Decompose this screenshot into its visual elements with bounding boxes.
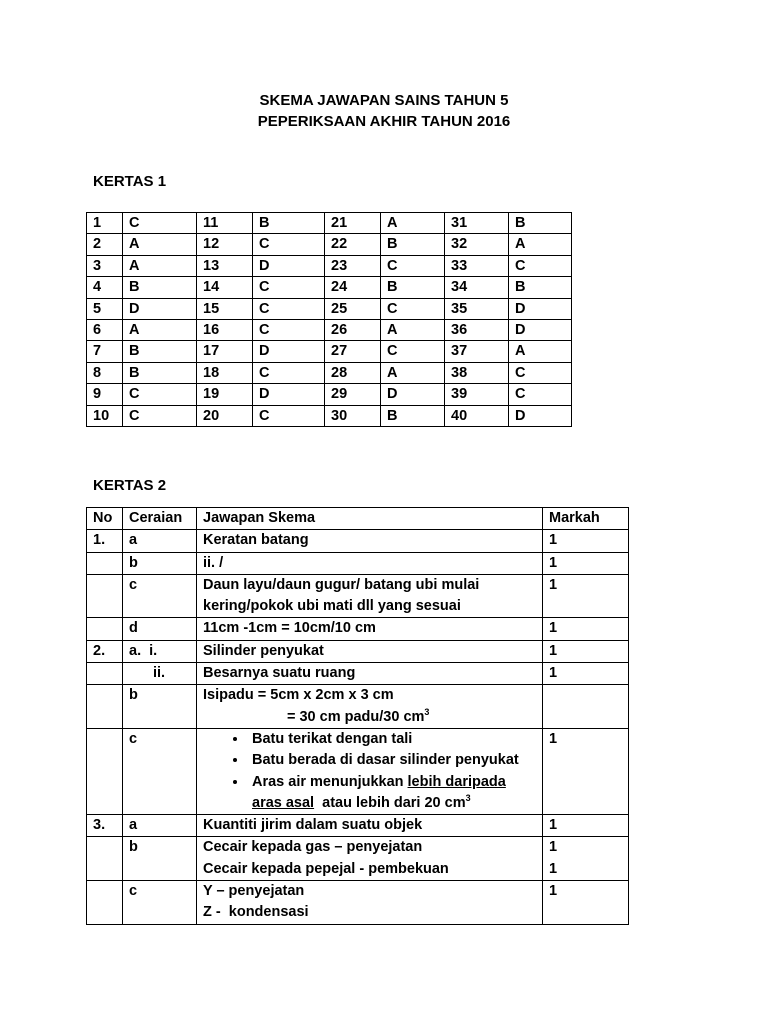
question-number: 37 <box>445 341 509 362</box>
superscript: 3 <box>465 792 471 803</box>
question-number: 2 <box>87 234 123 255</box>
answer-letter: A <box>381 319 445 340</box>
table-row <box>87 663 629 685</box>
answer-letter: B <box>253 213 325 234</box>
answer-letter: C <box>381 298 445 319</box>
question-no <box>87 618 123 640</box>
question-number: 8 <box>87 362 123 383</box>
answer-letter: D <box>253 341 325 362</box>
superscript: 3 <box>424 706 430 717</box>
jawapan-line: Z - kondensasi <box>203 904 309 921</box>
answer-letter: C <box>253 319 325 340</box>
answer-letter: C <box>381 255 445 276</box>
question-number: 23 <box>325 255 381 276</box>
answer-letter: D <box>509 319 572 340</box>
answer-letter: D <box>381 384 445 405</box>
question-number: 5 <box>87 298 123 319</box>
answer-letter: C <box>253 298 325 319</box>
question-no <box>87 663 123 685</box>
table-row <box>87 640 629 662</box>
table-row <box>87 362 572 383</box>
answer-letter: A <box>509 234 572 255</box>
answer-letter: B <box>123 277 197 298</box>
question-number: 4 <box>87 277 123 298</box>
answer-letter: B <box>123 362 197 383</box>
table-row <box>87 405 572 426</box>
jawapan <box>197 728 543 814</box>
question-number: 18 <box>197 362 253 383</box>
jawapan-line: Cecair kepada gas – penyejatan <box>203 839 423 856</box>
question-no <box>87 552 123 574</box>
question-no: 1. <box>87 530 123 552</box>
question-number: 32 <box>445 234 509 255</box>
answer-letter: C <box>123 384 197 405</box>
question-number: 30 <box>325 405 381 426</box>
bullet-text: Aras air menunjukkan <box>252 773 408 790</box>
header-jawapan: Jawapan Skema <box>197 508 543 530</box>
answer-letter: C <box>123 405 197 426</box>
ceraian-a: a. <box>129 642 142 659</box>
table-row <box>87 837 629 881</box>
table-row <box>87 234 572 255</box>
question-number: 3 <box>87 255 123 276</box>
jawapan-line: Daun layu/daun gugur/ batang ubi mulai <box>203 576 480 593</box>
ceraian: b <box>123 685 197 729</box>
question-number: 24 <box>325 277 381 298</box>
kertas1-answer-table <box>86 212 572 427</box>
answer-letter: A <box>123 319 197 340</box>
table-row <box>87 384 572 405</box>
answer-letter: A <box>381 213 445 234</box>
question-number: 31 <box>445 213 509 234</box>
table-row <box>87 552 629 574</box>
jawapan <box>197 685 543 729</box>
markah: 1 <box>543 530 629 552</box>
header-markah: Markah <box>543 508 629 530</box>
answer-letter: D <box>253 384 325 405</box>
jawapan <box>197 574 543 618</box>
kertas2-heading: KERTAS 2 <box>93 477 167 494</box>
table-row <box>87 213 572 234</box>
question-number: 22 <box>325 234 381 255</box>
ceraian-ii: ii. <box>153 665 166 682</box>
bullet-item: • Batu berada di dasar silinder penyukat <box>248 750 536 771</box>
markah: 1 <box>543 815 629 837</box>
jawapan <box>197 837 543 881</box>
table-row <box>87 255 572 276</box>
answer-letter: C <box>253 234 325 255</box>
answer-letter: C <box>509 362 572 383</box>
header-no: No <box>87 508 123 530</box>
markah <box>543 837 629 881</box>
jawapan: Keratan batang <box>197 530 543 552</box>
answer-letter: C <box>381 341 445 362</box>
jawapan-line: Cecair kepada pepejal - pembekuan <box>203 860 449 877</box>
header-ceraian: Ceraian <box>123 508 197 530</box>
answer-letter: D <box>123 298 197 319</box>
ceraian-i: i. <box>149 642 158 659</box>
answer-letter: C <box>253 405 325 426</box>
markah: 1 <box>543 640 629 662</box>
question-no: 3. <box>87 815 123 837</box>
markah <box>543 685 629 729</box>
answer-letter: B <box>509 213 572 234</box>
question-no <box>87 881 123 925</box>
markah: 1 <box>543 881 629 925</box>
table-row <box>87 341 572 362</box>
jawapan: 11cm -1cm = 10cm/10 cm <box>197 618 543 640</box>
question-number: 11 <box>197 213 253 234</box>
bullet-item <box>248 772 536 815</box>
page-title-line2: PEPERIKSAAN AKHIR TAHUN 2016 <box>257 113 511 130</box>
question-number: 21 <box>325 213 381 234</box>
question-number: 25 <box>325 298 381 319</box>
question-number: 9 <box>87 384 123 405</box>
markah: 1 <box>543 663 629 685</box>
question-number: 19 <box>197 384 253 405</box>
question-number: 35 <box>445 298 509 319</box>
jawapan-line <box>203 707 536 728</box>
answer-letter: D <box>509 405 572 426</box>
question-number: 12 <box>197 234 253 255</box>
answer-letter: A <box>381 362 445 383</box>
kertas2-scheme-table <box>86 507 629 925</box>
ceraian: b <box>123 837 197 881</box>
answer-letter: D <box>253 255 325 276</box>
answer-letter: C <box>253 362 325 383</box>
question-number: 13 <box>197 255 253 276</box>
table-row <box>87 685 629 729</box>
jawapan-line: Isipadu = 5cm x 2cm x 3 cm <box>203 687 394 704</box>
question-no <box>87 685 123 729</box>
question-number: 28 <box>325 362 381 383</box>
bullet-text: atau lebih dari 20 cm <box>314 794 466 811</box>
markah: 1 <box>543 552 629 574</box>
ceraian: c <box>123 728 197 814</box>
markah-line: 1 <box>549 839 558 856</box>
question-number: 1 <box>87 213 123 234</box>
question-number: 29 <box>325 384 381 405</box>
question-number: 15 <box>197 298 253 319</box>
ceraian: b <box>123 552 197 574</box>
ceraian: a <box>123 530 197 552</box>
question-number: 16 <box>197 319 253 340</box>
jawapan <box>197 881 543 925</box>
question-number: 26 <box>325 319 381 340</box>
markah: 1 <box>543 728 629 814</box>
markah: 1 <box>543 618 629 640</box>
question-no <box>87 574 123 618</box>
answer-letter: D <box>509 298 572 319</box>
table-row <box>87 881 629 925</box>
question-number: 38 <box>445 362 509 383</box>
table-row <box>87 728 629 814</box>
bullet-list <box>203 729 536 814</box>
ceraian: c <box>123 881 197 925</box>
ceraian: c <box>123 574 197 618</box>
table-header-row <box>87 508 629 530</box>
jawapan-line: Y – penyejatan <box>203 883 305 900</box>
answer-letter: C <box>509 384 572 405</box>
ceraian: a <box>123 815 197 837</box>
ceraian <box>123 663 197 685</box>
jawapan: Kuantiti jirim dalam suatu objek <box>197 815 543 837</box>
answer-letter: B <box>123 341 197 362</box>
jawapan-line: kering/pokok ubi mati dll yang sesuai <box>203 598 461 615</box>
answer-letter: B <box>381 234 445 255</box>
question-number: 6 <box>87 319 123 340</box>
bullet-item: • Batu terikat dengan tali <box>248 729 536 750</box>
jawapan: Silinder penyukat <box>197 640 543 662</box>
page-title-line1: SKEMA JAWAPAN SAINS TAHUN 5 <box>259 92 509 109</box>
jawapan: ii. / <box>197 552 543 574</box>
question-number: 7 <box>87 341 123 362</box>
question-number: 17 <box>197 341 253 362</box>
answer-letter: B <box>509 277 572 298</box>
ceraian: d <box>123 618 197 640</box>
question-number: 14 <box>197 277 253 298</box>
question-number: 40 <box>445 405 509 426</box>
jawapan: Besarnya suatu ruang <box>197 663 543 685</box>
kertas1-heading: KERTAS 1 <box>93 173 167 190</box>
table-row <box>87 574 629 618</box>
question-number: 39 <box>445 384 509 405</box>
answer-letter: C <box>509 255 572 276</box>
question-number: 10 <box>87 405 123 426</box>
question-number: 36 <box>445 319 509 340</box>
table-row <box>87 815 629 837</box>
answer-letter: A <box>509 341 572 362</box>
question-no <box>87 837 123 881</box>
question-number: 27 <box>325 341 381 362</box>
answer-letter: A <box>123 234 197 255</box>
table-row <box>87 277 572 298</box>
ceraian <box>123 640 197 662</box>
table-row <box>87 530 629 552</box>
question-no: 2. <box>87 640 123 662</box>
answer-letter: C <box>253 277 325 298</box>
question-no <box>87 728 123 814</box>
underlined-text: lebih daripada aras asal <box>252 773 506 811</box>
table-row <box>87 298 572 319</box>
answer-letter: B <box>381 405 445 426</box>
answer-letter: C <box>123 213 197 234</box>
jawapan-text: = 30 cm padu/30 cm <box>287 708 425 725</box>
table-row <box>87 618 629 640</box>
question-number: 33 <box>445 255 509 276</box>
question-number: 34 <box>445 277 509 298</box>
question-number: 20 <box>197 405 253 426</box>
answer-letter: A <box>123 255 197 276</box>
markah: 1 <box>543 574 629 618</box>
markah-line: 1 <box>549 860 558 877</box>
table-row <box>87 319 572 340</box>
answer-letter: B <box>381 277 445 298</box>
